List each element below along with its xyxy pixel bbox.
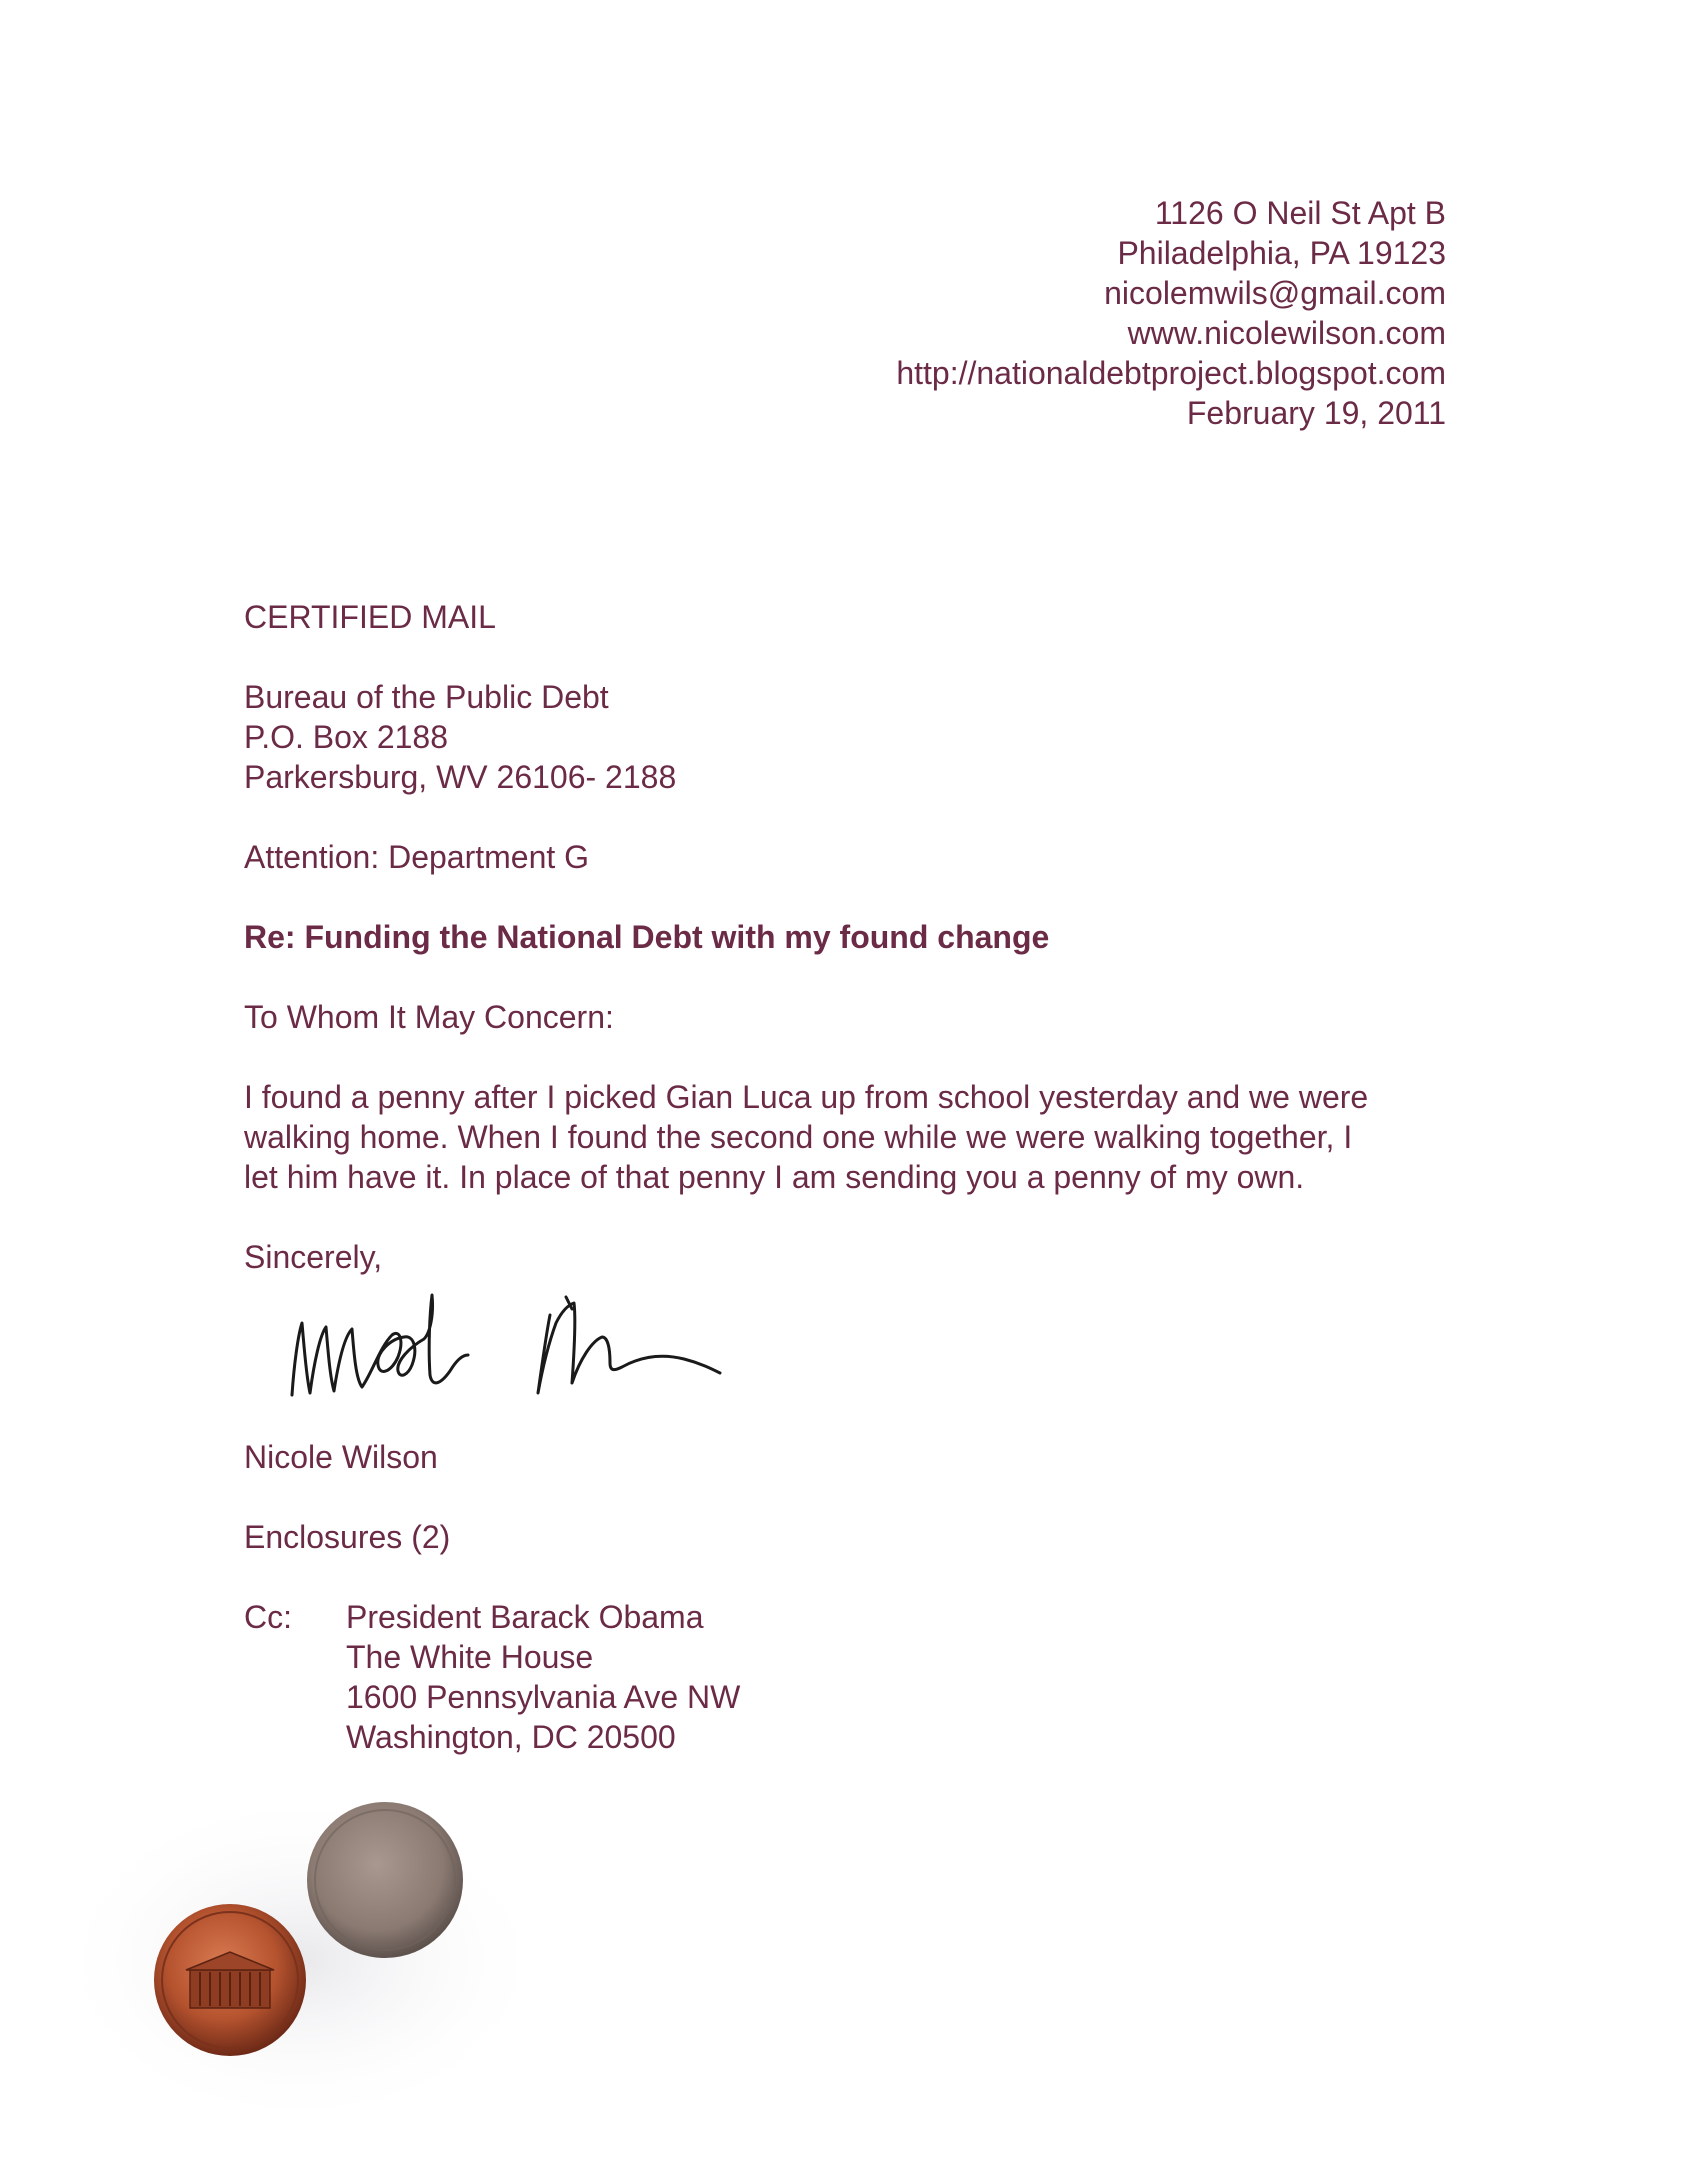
cc-name: President Barack Obama: [346, 1599, 704, 1635]
cc-city: Washington, DC 20500: [346, 1719, 676, 1755]
recipient-po-box: P.O. Box 2188: [244, 719, 448, 755]
cc-address-block: [346, 1597, 740, 1757]
cc-street: 1600 Pennsylvania Ave NW: [346, 1679, 741, 1715]
body-line: walking home. When I found the second one while we were walking together, I: [244, 1119, 1353, 1155]
old-penny: [307, 1802, 463, 1958]
sender-city: Philadelphia, PA 19123: [1117, 235, 1446, 271]
body-line: I found a penny after I picked Gian Luca up from school yesterday and we were: [244, 1079, 1369, 1115]
recipient-name: Bureau of the Public Debt: [244, 679, 609, 715]
salutation: To Whom It May Concern:: [244, 999, 614, 1035]
subject-line: Re: Funding the National Debt with my found change: [244, 919, 1050, 955]
sender-email: nicolemwils@gmail.com: [1104, 275, 1446, 311]
mailing-type: CERTIFIED MAIL: [244, 599, 496, 635]
recipient-address-block: [244, 677, 676, 797]
signature-image: [280, 1275, 760, 1415]
cc-label: Cc:: [244, 1599, 292, 1635]
enclosed-coins-image: [60, 1770, 580, 2130]
letter-body: [244, 1077, 1444, 1197]
sender-street: 1126 O Neil St Apt B: [1154, 195, 1446, 231]
sender-blog: http://nationaldebtproject.blogspot.com: [896, 355, 1446, 391]
recipient-city: Parkersburg, WV 26106- 2188: [244, 759, 677, 795]
body-line: let him have it. In place of that penny I am sending you a penny of my own.: [244, 1159, 1305, 1195]
attention-line: Attention: Department G: [244, 839, 590, 875]
new-penny: [154, 1904, 306, 2056]
signer-name: Nicole Wilson: [244, 1439, 438, 1475]
letter-date: February 19, 2011: [1186, 395, 1446, 431]
sender-website: www.nicolewilson.com: [1127, 315, 1446, 351]
enclosures-line: Enclosures (2): [244, 1519, 451, 1555]
scan-shadow: [60, 1790, 550, 2130]
closing: Sincerely,: [244, 1239, 383, 1275]
sender-address-block: [896, 193, 1446, 433]
cc-organization: The White House: [346, 1639, 594, 1675]
